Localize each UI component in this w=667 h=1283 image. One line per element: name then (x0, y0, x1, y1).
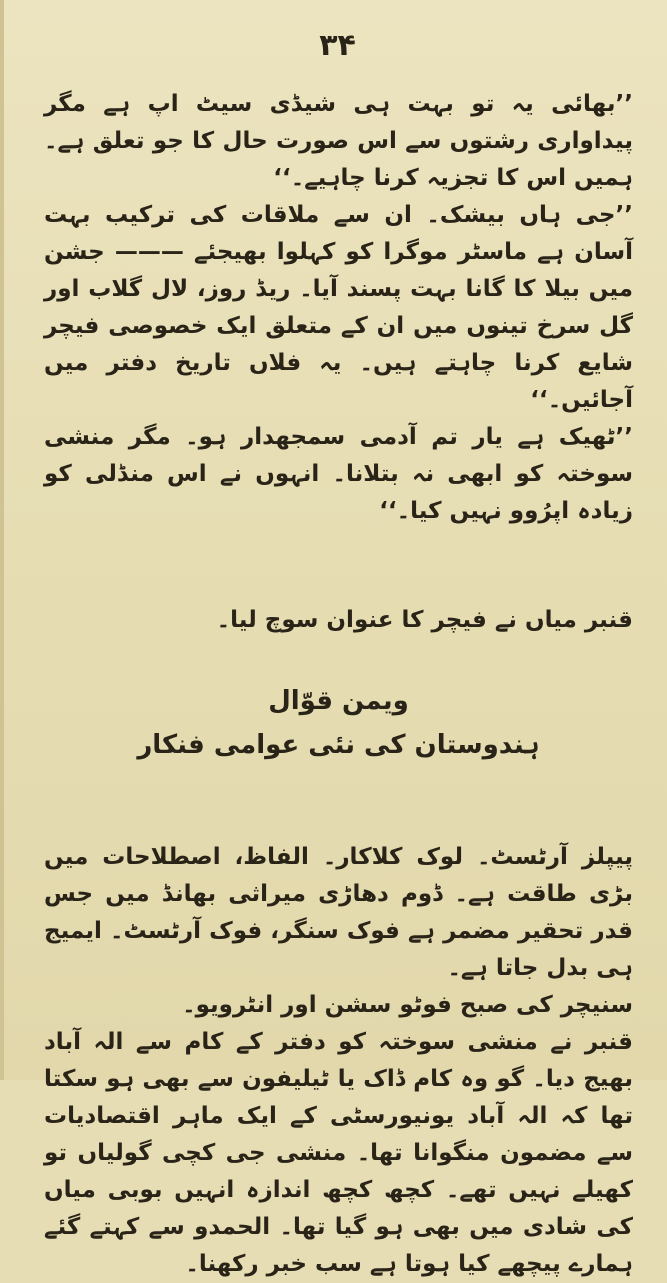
intro-line: قنبر میاں نے فیچر کا عنوان سوچ لیا۔ (216, 607, 633, 633)
section-heading: سنیچر کی صبح فوٹو سشن اور انٹرویو۔ (182, 992, 633, 1018)
feature-title-line-1: ویمن قوّال (268, 686, 409, 716)
paragraph-dialogue-3: ’’ٹھیک ہے یار تم آدمی سمجھدار ہو۔ مگر منشی سوختہ کو ابھی نہ بتلانا۔ انہوں نے اس منڈلی کو زیادہ اپرُوو نہیں کیا۔‘‘ (44, 424, 633, 524)
page-body (44, 82, 633, 1283)
paragraph-dialogue-2: ’’جی ہاں بیشک۔ ان سے ملاقات کی ترکیب بہت آسان ہے ماسٹر موگرا کو کہلوا بھیجئے ——— جشن میں بیلا کا گانا بہت پسند آیا۔ ریڈ روز، لال گلاب اور گل سرخ تینوں میں ان کے متعلق ایک خصوصی فیچر شایع کرنا چاہتے ہیں۔ یہ فلاں تاریخ دفتر میں آجائیں۔‘‘ (44, 202, 633, 413)
paragraph-dialogue-1: ’’بھائی یہ تو بہت ہی شیڈی سیٹ اپ ہے مگر پیداواری رشتوں سے اس صورت حال کا جو تعلق ہے۔ ہمیں اس کا تجزیہ کرنا چاہیے۔‘‘ (44, 91, 633, 191)
page-number: ۳۴ (319, 28, 356, 63)
paragraph-last: قنبر نے منشی سوختہ کو دفتر کے کام سے الہ آباد بھیج دیا۔ گو وہ کام ڈاک یا ٹیلیفون سے بھی ہو سکتا تھا کہ الہ آباد یونیورسٹی کے ایک ماہر اقتصادیات سے مضمون منگوانا تھا۔ منشی جی کچی گولیاں تو کھیلے نہیں تھے۔ کچھ کچھ اندازہ انہیں بوبی میاں کی شادی میں بھی ہو گیا تھا۔ الحمدو سے کہتے گئے ہمارے پیچھے کیا ہوتا ہے سب خبر رکھنا۔ (44, 1029, 633, 1277)
feature-title (44, 679, 633, 767)
feature-title-line-2: ہندوستان کی نئی عوامی فنکار (137, 730, 540, 760)
paragraph-artist: پیپلز آرٹسٹ۔ لوک کلاکار۔ الفاظ، اصطلاحات میں بڑی طاقت ہے۔ ڈوم دھاڑی میراثی بھانڈ میں جس قدر تحقیر مضمر ہے فوک سنگر، فوک آرٹسٹ۔ ایمیج ہی بدل جاتا ہے۔ (44, 844, 633, 981)
